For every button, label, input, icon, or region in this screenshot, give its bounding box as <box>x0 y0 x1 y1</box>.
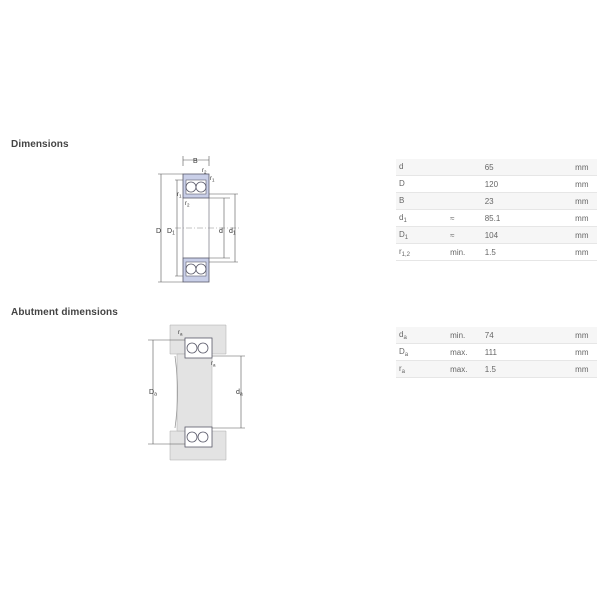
row-unit: mm <box>575 176 597 193</box>
bearing-dimensions-diagram <box>150 150 250 295</box>
ball-top-left <box>186 182 196 192</box>
row-symbol: $r_{1,2}$ <box>396 244 450 261</box>
row-symbol: $r_a$ <box>396 361 450 378</box>
row-qualifier <box>450 193 485 210</box>
row-value: 65 <box>485 159 575 176</box>
row-value: 111 <box>485 344 575 361</box>
row-value: 74 <box>485 327 575 344</box>
row-qualifier: ≈ <box>450 210 485 227</box>
bearing-cross-section-svg <box>150 150 250 295</box>
label-D1: $D_1$ <box>167 228 175 237</box>
ball-bottom-right <box>198 432 208 442</box>
label-ra-right: $r_a$ <box>211 361 216 368</box>
ball-top-right <box>198 343 208 353</box>
table-row <box>396 210 597 227</box>
row-value: 23 <box>485 193 575 210</box>
ball-bottom-right <box>196 264 206 274</box>
dimensions-table <box>396 159 597 261</box>
abutment-cross-section-svg <box>145 320 255 465</box>
table-row <box>396 344 597 361</box>
row-qualifier: max. <box>450 361 485 378</box>
row-qualifier: max. <box>450 344 485 361</box>
label-r2-top: $r_2$ <box>202 168 207 175</box>
row-unit: mm <box>575 327 597 344</box>
abutment-dimensions-diagram <box>145 320 255 465</box>
table-row <box>396 327 597 344</box>
label-r1-top: $r_1$ <box>210 176 215 183</box>
row-unit: mm <box>575 159 597 176</box>
row-unit: mm <box>575 344 597 361</box>
row-unit: mm <box>575 193 597 210</box>
label-B: B <box>193 158 198 165</box>
row-unit: mm <box>575 227 597 244</box>
shaft <box>177 354 212 431</box>
table-row <box>396 244 597 261</box>
row-qualifier <box>450 159 485 176</box>
dimensions-title: Dimensions <box>11 139 69 150</box>
row-value: 85.1 <box>485 210 575 227</box>
row-value: 104 <box>485 227 575 244</box>
label-Da: $D_a$ <box>149 389 157 398</box>
row-qualifier: min. <box>450 327 485 344</box>
abutment-table <box>396 327 597 378</box>
row-value: 1.5 <box>485 361 575 378</box>
row-value: 120 <box>485 176 575 193</box>
label-r1-left: $r_1$ <box>177 192 182 199</box>
row-unit: mm <box>575 210 597 227</box>
table-row <box>396 176 597 193</box>
ball-bottom-left <box>187 432 197 442</box>
row-symbol: d <box>396 159 450 176</box>
label-r2-left: $r_2$ <box>185 201 190 208</box>
row-symbol: $d_a$ <box>396 327 450 344</box>
row-unit: mm <box>575 361 597 378</box>
row-symbol: B <box>396 193 450 210</box>
label-ra-top: $r_a$ <box>178 330 183 337</box>
row-symbol: $d_1$ <box>396 210 450 227</box>
table-row <box>396 193 597 210</box>
ball-top-left <box>187 343 197 353</box>
label-D: D <box>156 228 162 235</box>
abutment-dimensions-title: Abutment dimensions <box>11 307 118 318</box>
row-qualifier: ≈ <box>450 227 485 244</box>
label-d1: $d_1$ <box>229 228 236 237</box>
row-qualifier <box>450 176 485 193</box>
row-symbol: $D_a$ <box>396 344 450 361</box>
row-qualifier: min. <box>450 244 485 261</box>
ball-top-right <box>196 182 206 192</box>
row-symbol: $D_1$ <box>396 227 450 244</box>
row-unit: mm <box>575 244 597 261</box>
label-d: d <box>219 228 223 235</box>
ball-bottom-left <box>186 264 196 274</box>
table-row <box>396 361 597 378</box>
label-da: $d_a$ <box>236 389 243 398</box>
row-symbol: D <box>396 176 450 193</box>
row-value: 1.5 <box>485 244 575 261</box>
table-row <box>396 159 597 176</box>
table-row <box>396 227 597 244</box>
